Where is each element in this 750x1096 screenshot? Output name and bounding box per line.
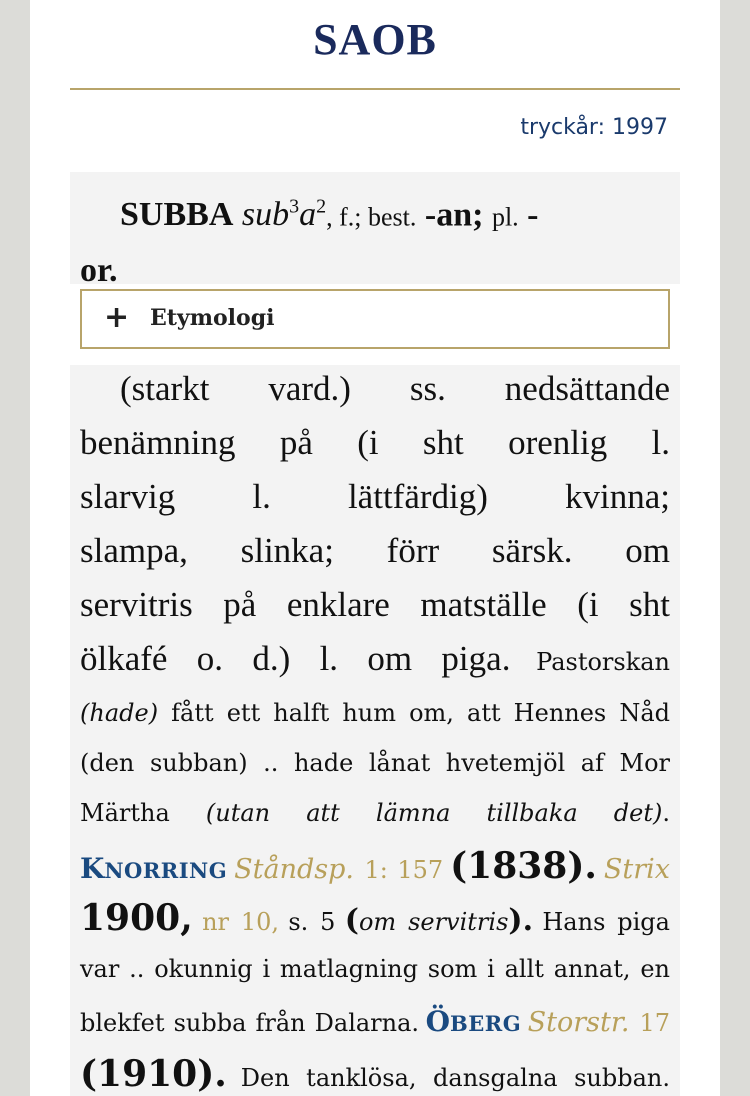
pronunciation: $sub^3a^2$ (241, 196, 327, 234)
definition-line: slampa, slinka; förr särsk. om (80, 531, 670, 570)
print-year: tryckår: 1997 (520, 115, 668, 140)
definition-line: benämning på (i sht orenlig l. (80, 423, 670, 462)
plural-ending-cont: or. (80, 252, 118, 290)
title-divider (70, 88, 680, 90)
etymology-label: Etymologi (150, 305, 275, 331)
citation-line: (1910). Den tanklösa, dansgalna subban. (80, 1053, 670, 1095)
quote-line: var .. okunnig i matlagning som i allt annat, en (80, 955, 670, 983)
definition-line: (starkt vard.) ss. nedsättande (120, 369, 670, 408)
quote-line: (den subban) .. hade lånat hvetemjöl af Mor (80, 749, 670, 777)
quote-line: blekfet subba från Dalarna. ÖBERG Storstr. 17 (80, 1005, 670, 1038)
definition-line: servitris på enklare matställe (i sht (80, 585, 670, 624)
headword-line (80, 180, 670, 298)
citation-year: (1838). (450, 845, 597, 887)
plural-ending: - (527, 196, 539, 234)
source-link[interactable]: nr 10, (202, 908, 280, 936)
quote-line: Märtha (utan att lämna tillbaka det). (80, 799, 670, 827)
quote-line: (hade) fått ett halft hum om, att Hennes Nåd (80, 699, 671, 727)
grammar-gender: , f.; best. (326, 202, 417, 232)
definite-ending: -an; (424, 196, 484, 234)
etymology-toggle[interactable] (80, 289, 670, 349)
grammar-plural: pl. (491, 202, 519, 232)
source-link[interactable]: Ståndsp. 1: 157 (234, 854, 444, 885)
headword: SUBBA (120, 196, 234, 234)
author-link[interactable]: KNORRING (80, 852, 228, 885)
site-title[interactable]: SAOB (313, 15, 437, 64)
plus-icon: + (104, 300, 130, 335)
source-link[interactable]: Strix (603, 854, 671, 885)
definition-line: slarvig l. lättfärdig) kvinna; (80, 477, 670, 516)
definition-line: ölkafé o. d.) l. om piga. Pastorskan (80, 639, 671, 678)
citation-line: 1900, nr 10, s. 5 (om servitris). Hans piga (80, 897, 670, 939)
definition-box (70, 365, 680, 1096)
citation-line (80, 845, 670, 887)
page (30, 0, 720, 1096)
author-link[interactable]: ÖBERG (425, 1005, 522, 1038)
headword-box (70, 172, 680, 290)
source-link[interactable]: Storstr. 17 (527, 1007, 670, 1038)
